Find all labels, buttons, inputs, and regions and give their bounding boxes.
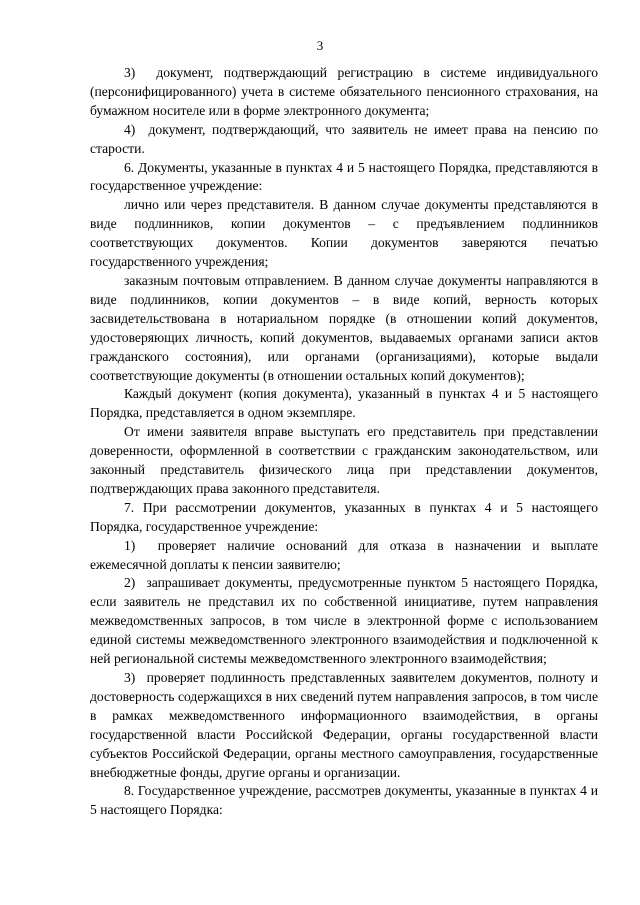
paragraph-item-4: 4) документ, подтверждающий, что заявитель не имеет права на пенсию по старости. bbox=[90, 121, 598, 156]
paragraph-section-6: 6. Документы, указанные в пунктах 4 и 5 настоящего Порядка, представляются в государственное учреждение: bbox=[90, 159, 598, 194]
paragraph-item-3: 3) документ, подтверждающий регистрацию в системе индивидуального (персонифицированного) учета в системе обязательного пенсионного страхования, на бумажном носителе или в форме электронного документа; bbox=[90, 65, 598, 118]
paragraph-7-item-1: 1) проверяет наличие оснований для отказа в назначении и выплате ежемесячной доплаты к пенсии заявителю; bbox=[90, 537, 598, 572]
paragraph-in-person: лично или через представителя. В данном случае документы представляются в виде подлинников, копии документов – с предъявлением подлинников соответствующих документов. Копии документов заверяются печатью государственного учреждения; bbox=[90, 197, 598, 270]
paragraph-section-8: 8. Государственное учреждение, рассмотрев документы, указанные в пунктах 4 и 5 настоящего Порядка: bbox=[90, 783, 598, 818]
paragraph-section-7: 7. При рассмотрении документов, указанных в пунктах 4 и 5 настоящего Порядка, государственное учреждение: bbox=[90, 499, 598, 534]
paragraph-registered-mail: заказным почтовым отправлением. В данном случае документы направляются в виде подлинников, копии документов – в виде копий, верность которых засвидетельствована в нотариальном порядке (в отношении копий документов, удостоверяющих личность, копий документов, выдаваемых органами записи актов гражданского состояния), или органами (организациями), которые выдали соответствующие документы (в отношении остальных копий документов); bbox=[90, 272, 598, 383]
page-number: 3 bbox=[316, 38, 324, 53]
paragraph-representative: От имени заявителя вправе выступать его представитель при представлении доверенности, оформленной в соответствии с гражданским законодательством, или законный представитель физического лица при представлении документов, подтверждающих права законного представителя. bbox=[90, 424, 598, 496]
paragraph-single-copy: Каждый документ (копия документа), указанный в пунктах 4 и 5 настоящего Порядка, представляется в одном экземпляре. bbox=[90, 386, 598, 421]
document-body bbox=[90, 64, 598, 820]
paragraph-7-item-2: 2) запрашивает документы, предусмотренные пунктом 5 настоящего Порядка, если заявитель не представил их по собственной инициативе, путем направления межведомственных запросов, в том числе в электронной форме с использованием единой системы межведомственного электронного взаимодействия и подключенной к ней региональной системы межведомственного электронного взаимодействия; bbox=[90, 575, 598, 667]
paragraph-7-item-3: 3) проверяет подлинность представленных заявителем документов, полноту и достоверность содержащихся в них сведений путем направления запросов, в том числе в рамках межведомственного информационного взаимодействия, в органы государственной власти Российской Федерации, органы государственной власти субъектов Российской Федерации, органы местного самоуправления, государственные внебюджетные фонды, другие органы и организации. bbox=[90, 670, 598, 780]
